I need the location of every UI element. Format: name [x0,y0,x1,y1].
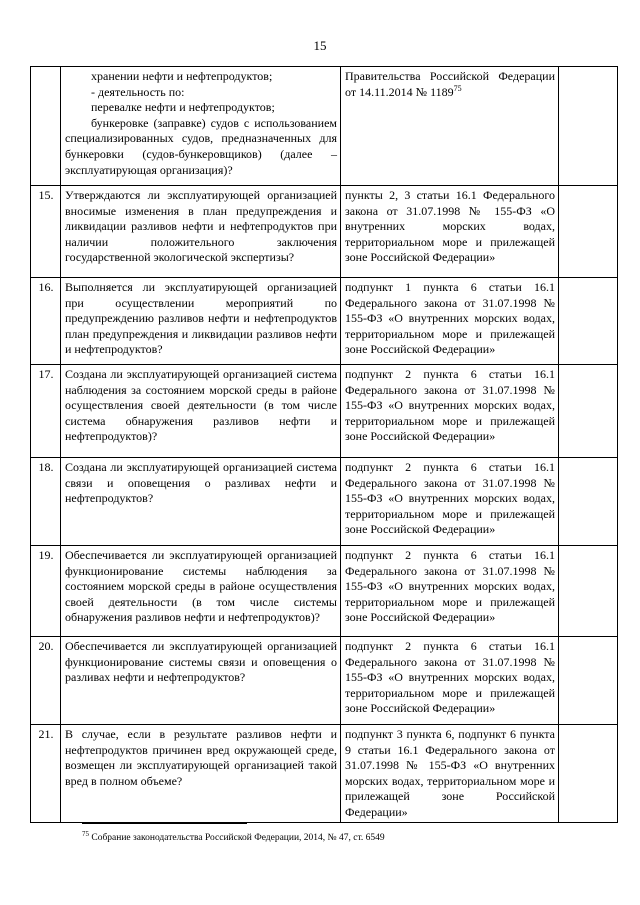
legal-reference-cell: подпункт 2 пункта 6 статьи 16.1 Федерального закона от 31.07.1998 № 155-ФЗ «О внутренних морских водах, территориальном море и прилежащей зоне Российской Федерации» [341,546,559,637]
page-number: 15 [313,38,327,53]
row-number: 15. [31,186,61,278]
question-cell: Утверждаются ли эксплуатирующей организацией вносимые изменения в план предупреждения и ликвидации разливов нефти и нефтепродуктов при наличии положительного заключения государственной экологической экспертизы? [61,186,341,278]
question-line: перевалке нефти и нефтепродуктов; [91,100,275,115]
row-number: 21. [31,725,61,823]
answer-cell [559,278,618,365]
table-row [31,458,618,546]
answer-cell [559,725,618,823]
question-cell: Обеспечивается ли эксплуатирующей организацией функционирование системы связи и оповещения о разливах нефти и нефтепродуктов? [61,637,341,725]
legal-reference-cell: подпункт 1 пункта 6 статьи 16.1 Федерального закона от 31.07.1998 № 155-ФЗ «О внутренних морских водах, территориальном море и прилежащей зоне Российской Федерации» [341,278,559,365]
question-line: бункеровке (заправке) судов с использованием специализированных судов, предназначенных для бункеровки (судов-бункеровщиков) (далее – эксплуатирующая организация)? [65,115,337,177]
row-number: 17. [31,365,61,458]
question-cell [61,67,341,186]
table-row [31,365,618,458]
question-cell: В случае, если в результате разливов нефти и нефтепродуктов причинен вред окружающей среде, возмещен ли эксплуатирующей организацией такой вред в полном объеме? [61,725,341,823]
row-number: 19. [31,546,61,637]
legal-reference-cell: пункты 2, 3 статьи 16.1 Федерального закона от 31.07.1998 № 155-ФЗ «О внутренних морских водах, территориальном море и прилежащей зоне Российской Федерации» [341,186,559,278]
footnote-mark: 75 [82,829,89,838]
table-row-continued [31,67,618,186]
question-cell: Создана ли эксплуатирующей организацией система связи и оповещения о разливах нефти и нефтепродуктов? [61,458,341,546]
table-row [31,546,618,637]
row-number: 18. [31,458,61,546]
footnote [82,829,385,843]
table-row [31,186,618,278]
question-cell: Создана ли эксплуатирующей организацией система наблюдения за состоянием морской среды в районе осуществления своей деятельности (в том числе система обнаружения разливов нефти и нефтепродуктов)? [61,365,341,458]
footnote-ref: 75 [453,83,462,93]
legal-reference-cell [341,67,559,186]
legal-reference-cell: подпункт 2 пункта 6 статьи 16.1 Федерального закона от 31.07.1998 № 155-ФЗ «О внутренних морских водах, территориальном море и прилежащей зоне Российской Федерации» [341,365,559,458]
answer-cell [559,67,618,186]
footnote-separator [82,823,247,824]
question-cell: Выполняется ли эксплуатирующей организацией при осуществлении мероприятий по предупреждению разливов нефти и нефтепродуктов план предупреждения и ликвидации разливов нефти и нефтепродуктов? [61,278,341,365]
question-line: - деятельность по: [91,84,185,99]
legal-reference-text: Правительства Российской Федерации от 14.11.2014 № 1189 [345,69,555,99]
question-cell: Обеспечивается ли эксплуатирующей организацией функционирование системы наблюдения за состоянием морской среды в районе осуществления своей деятельности (в том числе системы обнаружения разливов нефти и нефтепродуктов)? [61,546,341,637]
answer-cell [559,637,618,725]
table-row [31,278,618,365]
row-number-cell [31,67,61,186]
row-number: 20. [31,637,61,725]
answer-cell [559,186,618,278]
answer-cell [559,546,618,637]
footnote-text: Собрание законодательства Российской Федерации, 2014, № 47, ст. 6549 [89,833,385,843]
legal-reference-cell: подпункт 2 пункта 6 статьи 16.1 Федерального закона от 31.07.1998 № 155-ФЗ «О внутренних морских водах, территориальном море и прилежащей зоне Российской Федерации» [341,637,559,725]
table-row [31,725,618,823]
table-row [31,637,618,725]
question-line: хранении нефти и нефтепродуктов; [91,69,273,83]
legal-reference-cell: подпункт 2 пункта 6 статьи 16.1 Федерального закона от 31.07.1998 № 155-ФЗ «О внутренних морских водах, территориальном море и прилежащей зоне Российской Федерации» [341,458,559,546]
requirements-table [30,66,618,823]
answer-cell [559,365,618,458]
row-number: 16. [31,278,61,365]
legal-reference-cell: подпункт 3 пункта 6, подпункт 6 пункта 9 статьи 16.1 Федерального закона от 31.07.1998 № 155-ФЗ «О внутренних морских водах, территориальном море и прилежащей зоне Российской Федерации» [341,725,559,823]
answer-cell [559,458,618,546]
